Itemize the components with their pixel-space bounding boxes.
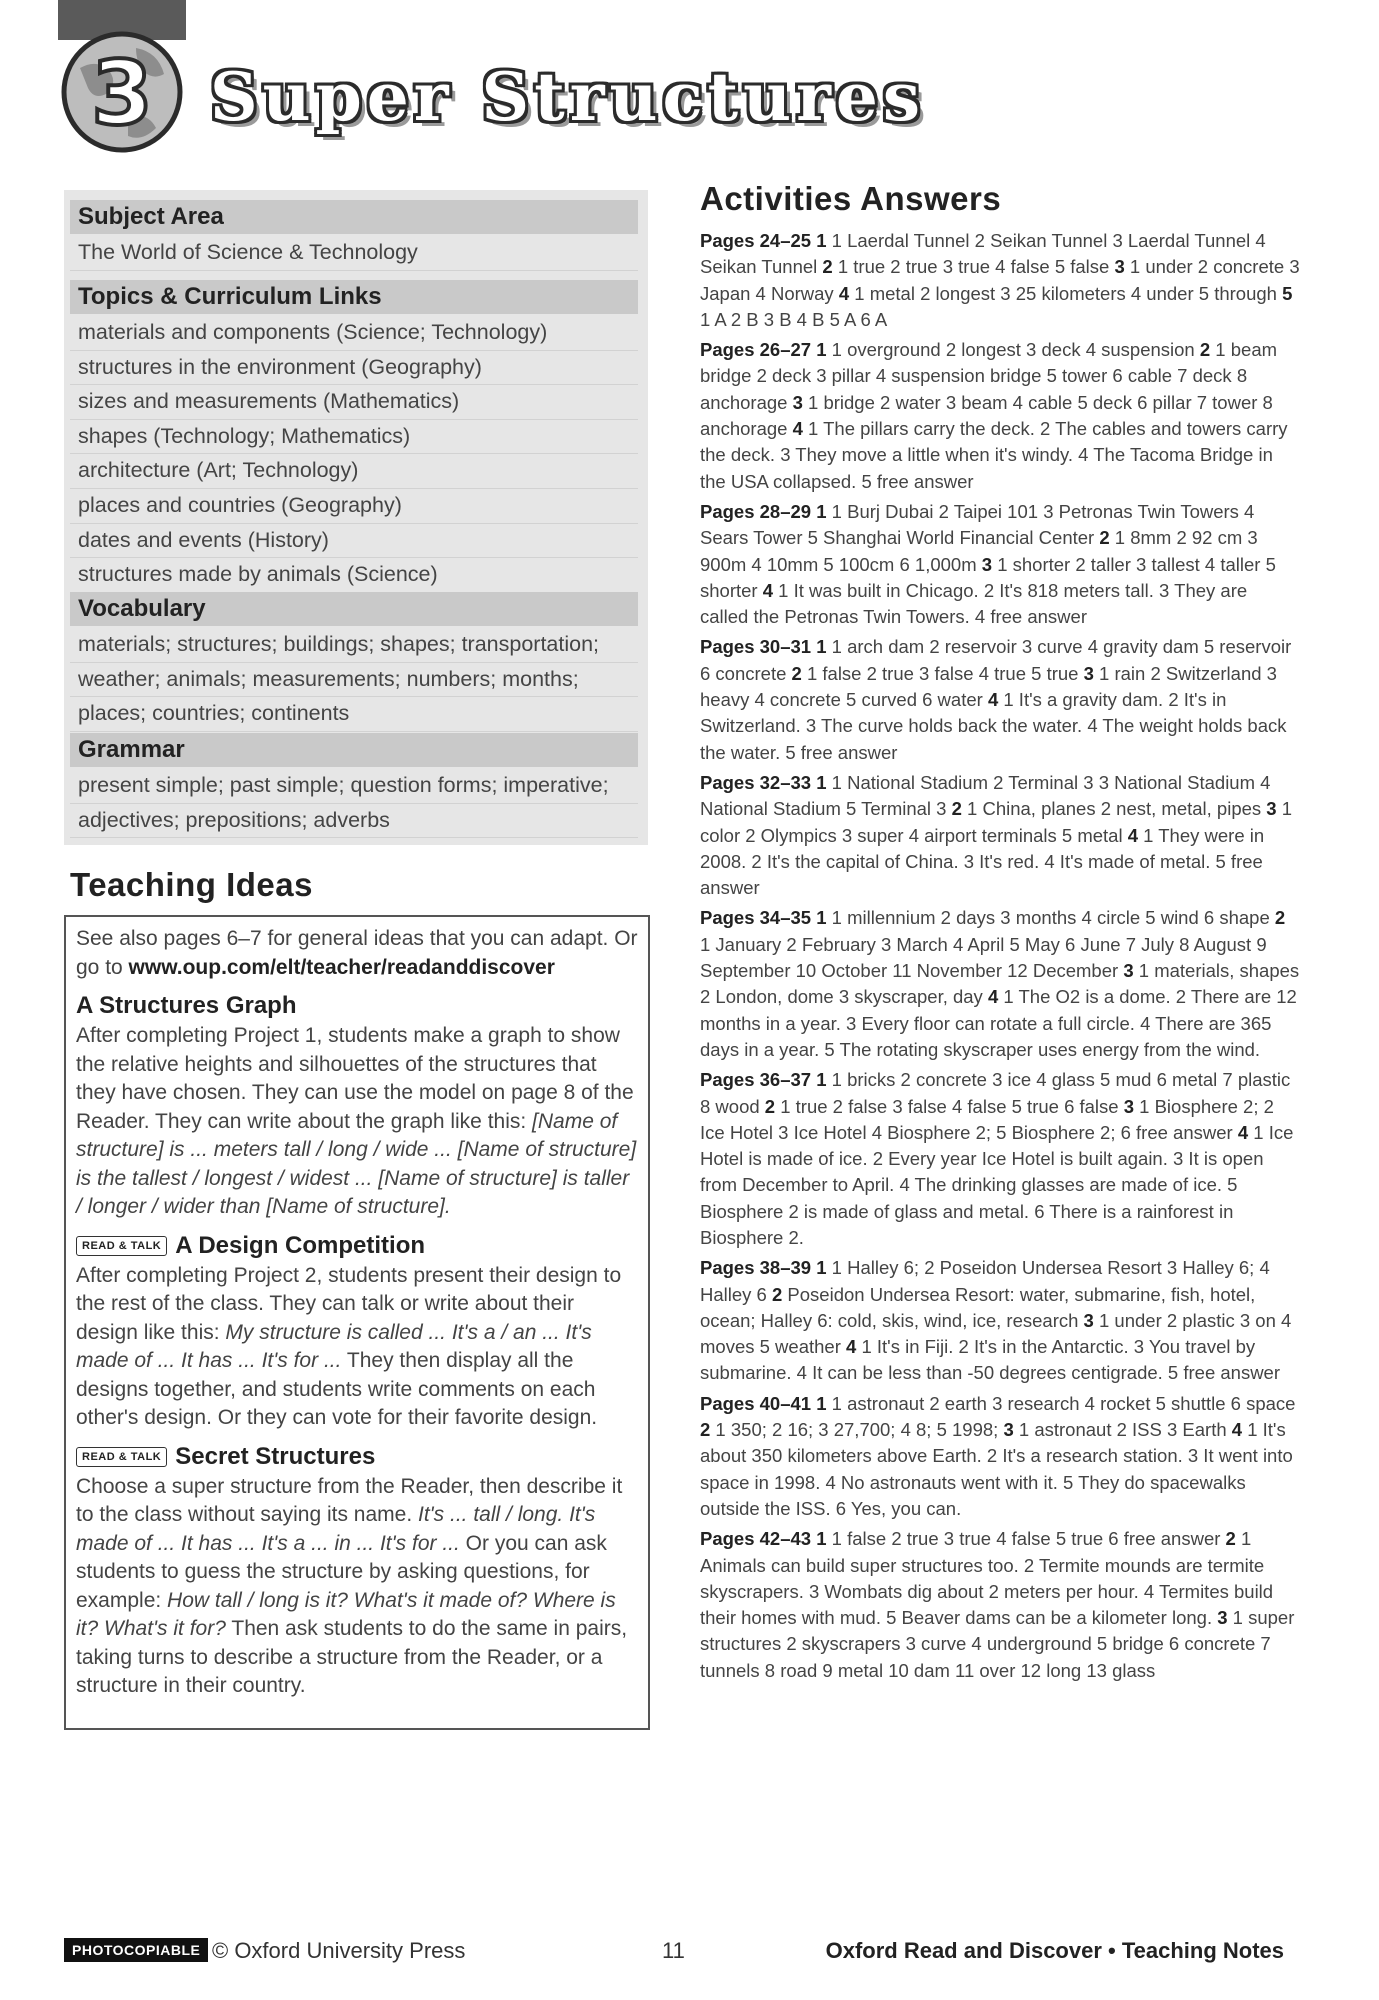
answer-block bbox=[700, 228, 1300, 333]
teaching-intro bbox=[76, 925, 638, 982]
activities-answers-title: Activities Answers bbox=[700, 180, 1002, 217]
intro-text: See also pages 6–7 for general ideas that you can adapt. Or go to bbox=[76, 927, 638, 979]
section-line: shapes (Technology; Mathematics) bbox=[70, 420, 638, 455]
answer-text: 1 1 Burj Dubai 2 Taipei 101 3 Petronas Twin Towers 4 Sears Tower 5 Shanghai World Financial Center 2 1 8mm 2 92 cm 3 900m 4 10mm 5 100cm 6 1,000m 3 1 shorter 2 taller 3 tallest 4 taller 5 shorter 4 1 It was built in Chicago. 2 It's 818 meters tall. 3 They are called the Petronas Twin Towers. 4 free answer bbox=[700, 500, 1276, 628]
answer-pages: Pages 30–31 bbox=[700, 636, 812, 658]
idea-title: A Design Competition bbox=[175, 1231, 426, 1259]
section-heading: Vocabulary bbox=[70, 592, 638, 626]
answer-block bbox=[700, 634, 1300, 765]
answer-pages: Pages 34–35 bbox=[700, 907, 812, 929]
idea-heading bbox=[76, 992, 638, 1020]
section-line: architecture (Art; Technology) bbox=[70, 454, 638, 489]
read-talk-icon: READ & TALK bbox=[76, 1447, 167, 1467]
answer-text: 1 1 National Stadium 2 Terminal 3 3 National Stadium 4 National Stadium 5 Terminal 3 2 1 China, planes 2 nest, metal, pipes 3 1 color 2 Olympics 3 super 4 airport terminals 5 metal 4 1 They were in 2008. 2 It's the capital of China. 3 It's red. 4 It's made of metal. 5 free answer bbox=[700, 771, 1293, 899]
section-heading: Topics & Curriculum Links bbox=[70, 280, 638, 314]
idea-title: A Structures Graph bbox=[76, 992, 297, 1019]
answer-pages: Pages 42–43 bbox=[700, 1528, 812, 1550]
read-talk-icon: READ & TALK bbox=[76, 1236, 167, 1256]
teaching-ideas-box bbox=[64, 915, 650, 1730]
answer-pages: Pages 32–33 bbox=[700, 771, 812, 793]
answer-pages: Pages 36–37 bbox=[700, 1069, 812, 1091]
teacher-site-link[interactable]: www.oup.com/elt/teacher/readanddiscover bbox=[128, 955, 555, 979]
summary-section bbox=[70, 280, 638, 593]
copyright-text: © Oxford University Press bbox=[212, 1938, 466, 1963]
page-title: Super Structures bbox=[210, 58, 926, 136]
section-line: sizes and measurements (Mathematics) bbox=[70, 385, 638, 420]
answer-text: 1 1 Laerdal Tunnel 2 Seikan Tunnel 3 Laerdal Tunnel 4 Seikan Tunnel 2 1 true 2 true 3 true 4 false 5 false 3 1 under 2 concrete 3 Japan 4 Norway 4 1 metal 2 longest 3 25 kilometers 4 under 5 through 5 1 A 2 B 3 B 4 B 5 A 6 A bbox=[700, 230, 1300, 330]
answer-text: 1 1 astronaut 2 earth 3 research 4 rocket 5 shuttle 6 space 2 1 350; 2 16; 3 27,700; 4 8; 5 1998; 3 1 astronaut 2 ISS 3 Earth 4 1 It's about 350 kilometers above Earth. 2 It's a research station. 3 It went into space in 1998. 4 No astronauts went with it. 5 They do spacewalks outside the ISS. 6 Yes, you can. bbox=[700, 1392, 1296, 1519]
summary-section bbox=[70, 733, 638, 838]
answer-block bbox=[700, 337, 1300, 495]
photocopiable-label: PHOTOCOPIABLE bbox=[64, 1938, 208, 1962]
unit-globe-icon bbox=[58, 28, 186, 156]
unit-number: 3 bbox=[91, 42, 153, 145]
idea-body: Choose a super structure from the Reader, then describe it to the class without saying its name. It's ... tall / long. It's made of ... It has ... It's a ... in ... It's for ... Or you can ask students to guess the structure by asking questions, for example: How tall / long is it? What's it made of? Where is it? What's it for? Then ask students to do the same in pairs, taking turns to describe a structure from the Reader, or a structure in their country. bbox=[76, 1474, 628, 1697]
section-line: The World of Science & Technology bbox=[70, 236, 638, 271]
answer-text: 1 1 arch dam 2 reservoir 3 curve 4 gravity dam 5 reservoir 6 concrete 2 1 false 2 true 3 false 4 true 5 true 3 1 rain 2 Switzerland 3 heavy 4 concrete 5 curved 6 water 4 1 It's a gravity dam. 2 It's in Switzerland. 3 The curve holds back the water. 4 The weight holds back the water. 5 free answer bbox=[700, 636, 1292, 763]
answer-block bbox=[700, 1526, 1300, 1684]
section-line: weather; animals; measurements; numbers; months; bbox=[70, 663, 638, 698]
section-line: materials; structures; buildings; shapes; transportation; bbox=[70, 628, 638, 663]
ideas-list bbox=[76, 992, 638, 1701]
answer-text: 1 1 millennium 2 days 3 months 4 circle 5 wind 6 shape 2 1 January 2 February 3 March 4 April 5 May 6 June 7 July 8 August 9 September 10 October 11 November 12 December 3 1 materials, shapes 2 London, dome 3 skyscraper, day 4 1 The O2 is a dome. 2 There are 12 months in a year. 3 Every floor can rotate a full circle. 4 There are 365 days in a year. 5 The rotating skyscraper uses energy from the wind. bbox=[700, 907, 1300, 1060]
answer-text: 1 1 Halley 6; 2 Poseidon Undersea Resort 3 Halley 6; 4 Halley 6 2 Poseidon Undersea Resort: water, submarine, fish, hotel, ocean; Halley 6: cold, skis, wind, ice, research 3 1 under 2 plastic 3 on 4 moves 5 weather 4 1 It's in Fiji. 2 It's in the Antarctic. 3 You travel by submarine. 4 It can be less than -50 degrees centigrade. 5 free answer bbox=[700, 1257, 1292, 1384]
series-title: Oxford Read and Discover • Teaching Notes bbox=[825, 1938, 1284, 1963]
section-line: structures made by animals (Science) bbox=[70, 558, 638, 593]
page-number: 11 bbox=[662, 1938, 685, 1963]
summary-section bbox=[70, 200, 638, 271]
answer-block bbox=[700, 770, 1300, 901]
section-line: structures in the environment (Geography) bbox=[70, 351, 638, 386]
idea-body: After completing Project 1, students make a graph to show the relative heights and silhouettes of the structures that they have chosen. They can use the model on page 8 of the Reader. They can write about the graph like this: [Name of structure] is ... meters tall / long / wide ... [Name of structure] is the tallest / longest / widest ... [Name of structure] is taller / longer / wider than [Name of structure]. bbox=[76, 1024, 637, 1218]
idea-body: After completing Project 2, students present their design to the rest of the class. They can talk or write about their design like this: My structure is called ... It's a / an ... It's made of ... It has ... It's for ... They then display all the designs together, and students write comments on each other's design. Or they can vote for their favorite design. bbox=[76, 1263, 622, 1429]
idea-heading bbox=[76, 1232, 638, 1260]
answer-block bbox=[700, 499, 1300, 630]
section-line: materials and components (Science; Technology) bbox=[70, 316, 638, 351]
answer-block bbox=[700, 1255, 1300, 1386]
teaching-ideas-title: Teaching Ideas bbox=[70, 866, 313, 903]
answer-text: 1 1 false 2 true 3 true 4 false 5 true 6 free answer 2 1 Animals can build super structures too. 2 Termite mounds are termite skyscrapers. 3 Wombats dig about 2 meters per hour. 4 Termites build their homes with mud. 5 Beaver dams can be a kilometer long. 3 1 super structures 2 skyscrapers 3 curve 4 underground 5 bridge 6 concrete 7 tunnels 8 road 9 metal 10 dam 11 over 12 long 13 glass bbox=[700, 1528, 1295, 1681]
answer-block bbox=[700, 1391, 1300, 1522]
section-heading: Subject Area bbox=[70, 200, 638, 234]
answer-pages: Pages 38–39 bbox=[700, 1257, 812, 1279]
section-line: dates and events (History) bbox=[70, 524, 638, 559]
idea-heading bbox=[76, 1443, 638, 1471]
answer-block bbox=[700, 905, 1300, 1063]
section-line: places and countries (Geography) bbox=[70, 489, 638, 524]
idea-title: Secret Structures bbox=[175, 1442, 376, 1470]
answer-pages: Pages 26–27 bbox=[700, 339, 812, 361]
footer bbox=[64, 1938, 1314, 1968]
answer-pages: Pages 28–29 bbox=[700, 500, 812, 522]
section-heading: Grammar bbox=[70, 733, 638, 767]
section-line: present simple; past simple; question forms; imperative; bbox=[70, 769, 638, 804]
answer-text: 1 1 overground 2 longest 3 deck 4 suspension 2 1 beam bridge 2 deck 3 pillar 4 suspension bridge 5 tower 6 cable 7 deck 8 anchorage 3 1 bridge 2 water 3 beam 4 cable 5 deck 6 pillar 7 tower 8 anchorage 4 1 The pillars carry the deck. 2 The cables and towers carry the deck. 3 They move a little when it's windy. 4 The Tacoma Bridge in the USA collapsed. 5 free answer bbox=[700, 339, 1288, 492]
answers-list bbox=[700, 228, 1300, 1688]
answer-pages: Pages 24–25 bbox=[700, 230, 812, 251]
answer-pages: Pages 40–41 bbox=[700, 1392, 812, 1414]
answer-block bbox=[700, 1067, 1300, 1251]
section-line: places; countries; continents bbox=[70, 697, 638, 732]
answer-text: 1 1 bricks 2 concrete 3 ice 4 glass 5 mud 6 metal 7 plastic 8 wood 2 1 true 2 false 3 false 4 false 5 true 6 false 3 1 Biosphere 2; 2 Ice Hotel 3 Ice Hotel 4 Biosphere 2; 5 Biosphere 2; 6 free answer 4 1 Ice Hotel is made of ice. 2 Every year Ice Hotel is built again. 3 It is open from December to April. 4 The drinking glasses are made of ice. 5 Biosphere 2 is made of glass and metal. 6 There is a rainforest in Biosphere 2. bbox=[700, 1069, 1294, 1248]
summary-section bbox=[70, 592, 638, 732]
section-line: adjectives; prepositions; adverbs bbox=[70, 804, 638, 839]
